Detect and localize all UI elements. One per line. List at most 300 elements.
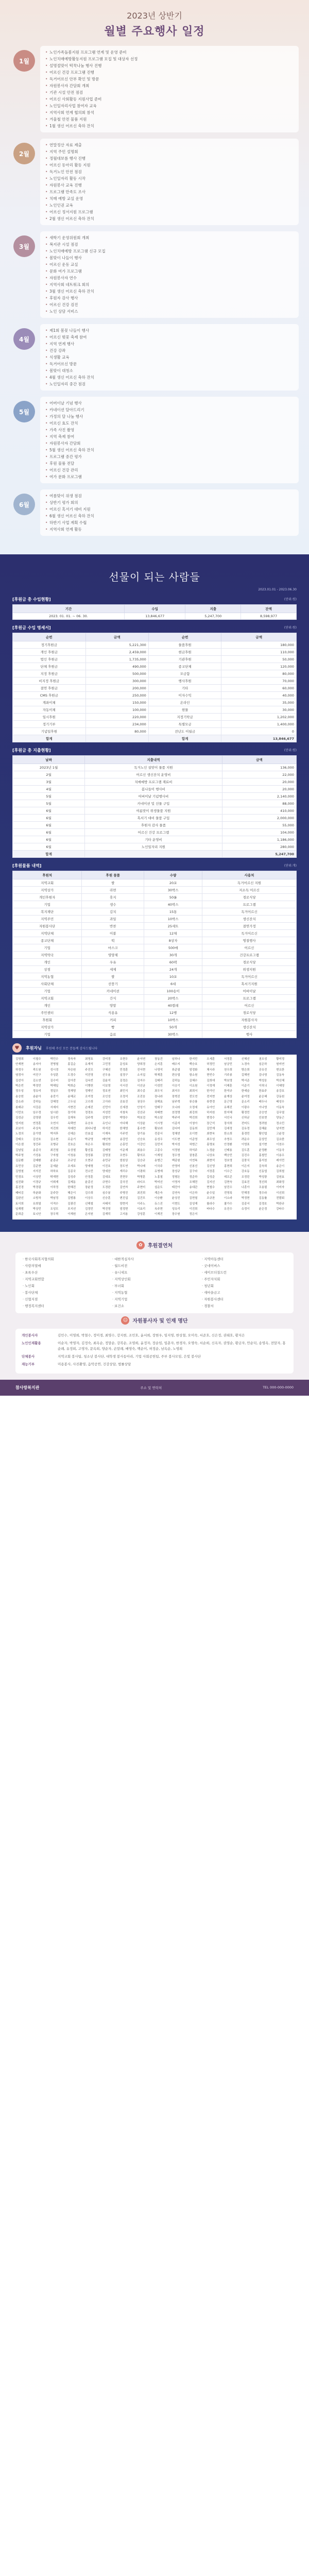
- supporter-name: 기성용: [32, 1154, 41, 1158]
- supporter-name: 안정환: [224, 1143, 232, 1147]
- supporter-name: 노홍철: [154, 1175, 163, 1179]
- supporter-name: 김아중: [67, 1079, 76, 1082]
- supporter-name: 강타수: [276, 1207, 285, 1211]
- supporter-name: 안성기: [137, 1106, 146, 1109]
- table-cell: 180,000: [221, 641, 297, 649]
- supporter-name: 남진수: [224, 1186, 232, 1190]
- table-cell: 복지재단: [13, 908, 82, 916]
- supporter-name: 이준영: [189, 1138, 198, 1141]
- register-item: · 지역기업: [112, 1297, 128, 1301]
- month-item: • 프로그램 만족도 조사: [45, 189, 294, 195]
- table-cell: 특별모금: [148, 721, 221, 728]
- table-cell: 빵: [82, 1024, 144, 1031]
- supporter-name: 노경숙: [241, 1063, 250, 1066]
- supporter-name: 슈정이: [241, 1207, 250, 1211]
- supporter-name: 염정아: [15, 1074, 24, 1077]
- table-cell: 300,000: [85, 677, 148, 685]
- supporter-name: 송윤아: [32, 1095, 41, 1098]
- table-header-cell: 잔액: [241, 605, 297, 613]
- supporter-name: 송강호: [276, 1090, 285, 1093]
- table-header-cell: 금액: [85, 633, 148, 641]
- table-row: [13, 670, 297, 677]
- table-cell: 6대: [144, 980, 202, 988]
- supporter-name: 한지혜: [224, 1111, 232, 1114]
- supporter-name: 권상우: [137, 1100, 146, 1104]
- supporter-name: 장근석: [207, 1122, 215, 1125]
- table-row: [13, 908, 297, 916]
- table-cell: 종교단체: [13, 937, 82, 944]
- month-item: • 봄맞이 나들이 행사: [45, 255, 294, 261]
- month-item: • 건강 강좌: [45, 347, 294, 354]
- month-card: [40, 139, 299, 225]
- supporter-name: 성시경: [50, 1068, 59, 1072]
- supporter-name: 김완선: [15, 1197, 24, 1200]
- supporter-name: 서예지: [50, 1106, 59, 1109]
- table-cell: 명절행사: [202, 937, 297, 944]
- table-cell: 30,000: [221, 706, 297, 714]
- table-cell: 합계: [13, 851, 85, 858]
- supporter-name: 윤수일: [207, 1191, 215, 1195]
- supporter-name: 최지우: [171, 1090, 180, 1093]
- supporter-name: 추영우: [224, 1138, 232, 1141]
- supporter-name: 박상민: [32, 1207, 41, 1211]
- table-cell: 위생지원: [202, 966, 297, 973]
- table-cell: 카네이션: [82, 988, 144, 995]
- supporter-name: 김준현: [32, 1164, 41, 1168]
- supporter-name: 이나영: [259, 1106, 267, 1109]
- supporter-name: 서정원: [171, 1148, 180, 1152]
- supporter-name: 설경구: [119, 1074, 128, 1077]
- supporter-name: 조여정: [85, 1095, 93, 1098]
- table-cell: 개인: [13, 959, 82, 966]
- supporter-name: 권해효: [154, 1100, 163, 1104]
- table-cell: 지역약국: [13, 952, 82, 959]
- supporter-name: 김연숙: [171, 1191, 180, 1195]
- supporter-name: 김문환: [15, 1159, 24, 1163]
- supporter-name: 주진모: [85, 1068, 93, 1072]
- supporter-name: 양현석: [119, 1202, 128, 1206]
- month-card: [40, 489, 299, 536]
- table-cell: 10박스: [144, 916, 202, 923]
- supporter-name: 김소연: [32, 1079, 41, 1082]
- supporter-name: 심진화: [15, 1180, 24, 1184]
- register-item: · 유니세프: [112, 1270, 128, 1275]
- supporter-name: 윤종신: [85, 1180, 93, 1184]
- table-cell: 봄나들이 행사비: [85, 786, 222, 793]
- month-item: • 여름맞이 위생 점검: [45, 493, 294, 499]
- table-cell: 과일: [82, 916, 144, 923]
- supporter-name: 장성규: [171, 1170, 180, 1174]
- supporter-name: 정려원: [259, 1122, 267, 1125]
- supporter-name: 조진웅: [137, 1095, 146, 1098]
- month-item: • 노인치매예방활동지원 프로그램 모집 및 대상자 선정: [45, 56, 294, 62]
- supporter-name: 김연자: [119, 1186, 128, 1190]
- table-row: [13, 778, 297, 786]
- register-item: · 청년회: [202, 1283, 214, 1288]
- month-badge: 2월: [13, 143, 35, 164]
- table-cell: 1,202,000: [221, 714, 297, 721]
- register-item: · 한국사회복지협의회: [23, 1257, 54, 1261]
- supporter-name: 강호동: [241, 1170, 250, 1174]
- supporter-name: 천정명: [171, 1111, 180, 1114]
- supporter-name: 정소민: [276, 1122, 285, 1125]
- supporter-name: 정유미: [32, 1090, 41, 1093]
- supporter-name: 김범룡: [67, 1197, 76, 1200]
- month-item: • 지역 주민 설명회: [45, 148, 294, 155]
- supporter-name: 전종서: [154, 1132, 163, 1136]
- month-item: • 지역사회 네트워크 회의: [45, 281, 294, 288]
- supporter-name: 홍수현: [137, 1127, 146, 1131]
- supporter-name: 이재욱: [102, 1132, 111, 1136]
- supporter-name: 차예련: [67, 1127, 76, 1131]
- supporter-name: 박소담: [154, 1116, 163, 1120]
- supporter-name: 전미도: [241, 1122, 250, 1125]
- month-item: • 자원봉사 교육 진행: [45, 182, 294, 189]
- month-item: • 복지관 시설 점검: [45, 241, 294, 248]
- table-cell: 20포: [144, 879, 202, 887]
- month-item: • 기관 시설 안전 점검: [45, 89, 294, 96]
- supporter-name: 김향기: [102, 1116, 111, 1120]
- supporter-name: 이수근: [224, 1170, 232, 1174]
- table-cell: 250,000: [85, 692, 148, 699]
- supporter-name: 신동엽: [259, 1170, 267, 1174]
- supporter-name: 박지성: [171, 1143, 180, 1147]
- supporter-name: 박정현: [241, 1197, 250, 1200]
- supporter-name: 이경규: [32, 1180, 41, 1184]
- supporter-name: 최우식: [154, 1090, 163, 1093]
- supporter-name: 양세형: [85, 1164, 93, 1168]
- partners-section: [0, 1232, 309, 1380]
- supporter-name: 윤서연: [137, 1058, 146, 1061]
- supporter-name: 한지민: [189, 1058, 198, 1061]
- supporter-name: 최영호: [85, 1058, 93, 1061]
- table-row: [13, 980, 297, 988]
- table-header-cell: 사용처: [202, 871, 297, 879]
- supporter-name: 최진희: [137, 1191, 146, 1195]
- supporter-name: 김선호: [32, 1138, 41, 1141]
- supporter-name: 노정윤: [207, 1148, 215, 1152]
- table-cell: 70,000: [221, 677, 297, 685]
- table-cell: 정기후원금: [13, 641, 86, 649]
- table-row: [13, 829, 297, 836]
- table-row: [13, 843, 297, 851]
- supporter-name: 엄태구: [154, 1106, 163, 1109]
- supporter-name: 김원효: [276, 1175, 285, 1179]
- supporter-name: 지석진: [32, 1170, 41, 1174]
- table-row: [13, 1031, 297, 1038]
- supporter-name: 문성호: [119, 1063, 128, 1066]
- supporter-name: 김선아: [15, 1079, 24, 1082]
- supporter-name: 김수미: [50, 1079, 59, 1082]
- table-row: [13, 800, 297, 807]
- table-cell: 결연가정: [202, 923, 297, 930]
- supporter-name: 이선희: [276, 1191, 285, 1195]
- supporter-name: 강혜정: [50, 1100, 59, 1104]
- supporter-name: 변진섭: [119, 1197, 128, 1200]
- table-cell: 50롤: [144, 894, 202, 901]
- supporter-name: 김진수: [241, 1154, 250, 1158]
- month-item: • 식생활 교육: [45, 354, 294, 361]
- supporter-name: 바다수: [207, 1207, 215, 1211]
- table-row: [13, 815, 297, 822]
- table-row: [13, 901, 297, 908]
- supporter-name: 박명훈: [137, 1175, 146, 1179]
- table-cell: 간식: [82, 995, 144, 1002]
- goods-label: [12, 863, 297, 869]
- month-item: • 문화 여가 프로그램: [45, 268, 294, 275]
- supporter-name: 김영권: [102, 1154, 111, 1158]
- supporter-name: 이광수: [241, 1106, 250, 1109]
- table-cell: 20,000: [222, 778, 296, 786]
- table-cell: 5,221,300: [85, 641, 148, 649]
- supporter-name: 패티김: [15, 1191, 24, 1195]
- table-cell: 떡: [82, 937, 144, 944]
- table-row: [13, 879, 297, 887]
- heart-icon: ♥: [12, 1043, 22, 1053]
- supporter-name: 황정민: [241, 1111, 250, 1114]
- volunteer-header: [15, 1316, 294, 1325]
- register-title: 후원결연처: [147, 1243, 173, 1249]
- table-cell: 1,186,000: [222, 836, 296, 843]
- supporter-name: 장혁진: [171, 1095, 180, 1098]
- supporter-name: 민경훈: [119, 1068, 128, 1072]
- supporter-name: 이재진: [154, 1213, 163, 1216]
- table-cell: 후원자 감사 물품: [85, 822, 222, 829]
- table-cell: 독거어르신: [202, 908, 297, 916]
- supporter-name: 하지원: [207, 1111, 215, 1114]
- supporter-name: 서인국: [224, 1116, 232, 1120]
- supporter-name: 이시영: [154, 1122, 163, 1125]
- supporter-name: 유희열: [32, 1202, 41, 1206]
- supporter-name: 차범근: [189, 1143, 198, 1147]
- supporter-name: 이진호: [102, 1164, 111, 1168]
- supporter-name: 김희철: [276, 1170, 285, 1174]
- month-item: • 설명절맞이 떡꾹나눔 행사 진행: [45, 62, 294, 69]
- table-row: [13, 1009, 297, 1016]
- table-cell: 경로식당: [202, 959, 297, 966]
- table-cell: 독거어르신 지원: [202, 879, 297, 887]
- supporter-name: 이영자: [171, 1180, 180, 1184]
- table-cell: 행사후원: [148, 677, 221, 685]
- supporter-name: 고민정: [102, 1063, 111, 1066]
- table-cell: 우유: [82, 959, 144, 966]
- supporter-name: 최희서: [189, 1090, 198, 1093]
- supporter-name: 신세경: [119, 1106, 128, 1109]
- register-item: · 지역농협: [112, 1290, 128, 1295]
- table-row: [13, 952, 297, 959]
- supporter-name: 정우성: [15, 1090, 24, 1093]
- income-detail-title: [후원금 수입 명세서]: [12, 625, 51, 630]
- supporter-name: 정우영: [171, 1154, 180, 1158]
- period-note: 2023.01.01 - 2023.06.30: [258, 588, 297, 591]
- supporter-name: 레이먼: [276, 1159, 285, 1163]
- table-row: [13, 721, 297, 728]
- goods-table: [12, 871, 297, 1038]
- table-cell: 경로식당: [202, 894, 297, 901]
- supporter-name: 오연서: [50, 1122, 59, 1125]
- supporter-name: 추성훈: [50, 1074, 59, 1077]
- supporter-name: 임하나: [171, 1058, 180, 1061]
- supporter-name: 윤종규: [50, 1159, 59, 1163]
- supporter-name: 유상철: [67, 1148, 76, 1152]
- supporter-name: 권창훈: [189, 1154, 198, 1158]
- month-row: [10, 324, 299, 391]
- supporter-name: 강소라: [15, 1100, 24, 1104]
- supporter-name: 김승규: [137, 1159, 146, 1163]
- supporter-name: 김우빈: [50, 1116, 59, 1120]
- supporter-name: 유진수: [224, 1207, 232, 1211]
- table-cell: 기념일후원: [13, 728, 86, 735]
- supporter-name: 최다니엘: [85, 1127, 96, 1131]
- month-badge: 1월: [13, 50, 35, 72]
- supporter-name: 한혜진: [67, 1186, 76, 1190]
- supporter-name: 정해인: [85, 1090, 93, 1093]
- supporter-name: 전지현: [207, 1095, 215, 1098]
- table-cell: 5월: [13, 800, 85, 807]
- supporter-name: 박진영: [102, 1207, 111, 1211]
- table-row: [13, 728, 297, 735]
- supporter-name: 조정린: [241, 1175, 250, 1179]
- supporter-name: 박정민: [32, 1084, 41, 1088]
- table-cell: 사회단체: [13, 980, 82, 988]
- supporter-name: 전소민: [85, 1170, 93, 1174]
- month-item: • 독거어르신 방문: [45, 361, 294, 367]
- table-cell: 1,735,000: [85, 656, 148, 663]
- table-cell: 온라인: [148, 699, 221, 706]
- supporter-name: 배두나: [259, 1100, 267, 1104]
- supporter-name: 문소리: [241, 1100, 250, 1104]
- supporter-name: 강동원: [276, 1095, 285, 1098]
- supporter-name: 이주빈: [119, 1132, 128, 1136]
- month-item: • 노인치매예방 프로그램 신규 모집: [45, 248, 294, 255]
- supporter-name: 정준하: [189, 1175, 198, 1179]
- supporter-name: 박민수: [50, 1058, 59, 1061]
- supporter-name: 강하늘: [32, 1100, 41, 1104]
- table-cell: 60팩: [144, 959, 202, 966]
- table-cell: 현물: [148, 706, 221, 714]
- supporter-name: 김숙희: [259, 1164, 267, 1168]
- volunteer-key: 단체봉사: [22, 1354, 35, 1359]
- volunteer-row: [22, 1362, 287, 1367]
- supporter-name: 룰라수: [207, 1202, 215, 1206]
- income-summary-unit: (단위:원): [284, 598, 297, 601]
- supporter-name: 오세훈: [207, 1058, 215, 1061]
- table-cell: 합계: [148, 735, 221, 742]
- volunteer-key: 노인인재활용: [22, 1341, 41, 1345]
- supporter-name: 백종원: [171, 1159, 180, 1163]
- table-cell: 결연 후원금: [13, 685, 86, 692]
- supporter-name: 박신혜: [276, 1079, 285, 1082]
- supporter-name: 서장훈: [207, 1170, 215, 1174]
- supporter-name: 신태용: [224, 1148, 232, 1152]
- volunteer-box: [15, 1329, 294, 1374]
- month-item: • 지역사회 연계 활동: [45, 526, 294, 533]
- table-cell: 2,000,000: [222, 815, 296, 822]
- supporter-name: 김효진: [241, 1180, 250, 1184]
- supporter-name: 장윤정: [85, 1186, 93, 1190]
- table-cell: CMS 후원금: [13, 692, 86, 699]
- supporter-name: 이제훈: [224, 1084, 232, 1088]
- supporter-name: 은지원: [85, 1213, 93, 1216]
- volunteer-value: 미용봉사, 사진촬영, 음악공연, 건강상담, 법률상담: [58, 1362, 131, 1366]
- month-item: • 여가 문화 프로그램: [45, 473, 294, 480]
- supporter-name: 혜은이: [67, 1191, 76, 1195]
- table-cell: 20박스: [144, 995, 202, 1002]
- table-cell: 쌀: [82, 879, 144, 887]
- month-item: • 겨울철 안전 물품 지원: [45, 116, 294, 123]
- table-row: [13, 663, 297, 670]
- supporter-name: 이미자: [276, 1186, 285, 1190]
- month-item: • 연말정산 자료 제출: [45, 142, 294, 148]
- volunteer-value: 김민수, 이영희, 박철수, 정미경, 최영수, 강지현, 조민호, 윤서희, 장현우, 임지영, 한상철, 오미숙, 서준호, 신은정, 권태호, 황지은: [58, 1333, 245, 1337]
- table-cell: 음료: [82, 1031, 144, 1038]
- supporter-name: 김윤석: [102, 1079, 111, 1082]
- table-cell: 라면: [82, 887, 144, 894]
- supporter-name: 안재현: [15, 1063, 24, 1066]
- table-cell: 5월: [13, 793, 85, 800]
- table-header-cell: 날짜: [13, 756, 85, 764]
- donation-title: 선물이 되는 사람들: [109, 571, 200, 583]
- supporter-name: 권오성: [259, 1058, 267, 1061]
- month-item: • 5월 생신 어르신 축하 잔치: [45, 447, 294, 453]
- table-cell: 정기기부: [13, 721, 86, 728]
- supporter-name: 이효리: [137, 1207, 146, 1211]
- table-cell: 독거노인 설맞이 물품 지원: [85, 764, 222, 771]
- table-cell: 5,247,700: [185, 613, 241, 620]
- month-item: • 노인가족돌봄지원 프로그램 연계 및 운영 준비: [45, 49, 294, 56]
- table-row: [13, 995, 297, 1002]
- supporter-name: 설운도: [154, 1186, 163, 1190]
- table-cell: 일시후원: [13, 714, 86, 721]
- table-cell: 6월: [13, 836, 85, 843]
- month-item: • 상반기 평가 회의: [45, 499, 294, 506]
- supporter-name: 김소현: [50, 1138, 59, 1141]
- supporter-name: 김주혁: [85, 1116, 93, 1120]
- supporter-name: 김현철: [189, 1197, 198, 1200]
- supporter-name: 차태현: [154, 1111, 163, 1114]
- supporter-name: 문근영: [224, 1100, 232, 1104]
- supporter-name: 포지션: [67, 1207, 76, 1211]
- supporter-name: 공효진: [119, 1100, 128, 1104]
- table-cell: 자원봉사단: [13, 923, 82, 930]
- table-cell: 기타: [148, 685, 221, 692]
- supporter-name: 장서희: [224, 1122, 232, 1125]
- supporter-name: 엄지원: [15, 1122, 24, 1125]
- supporter-name: 김민재: [207, 1127, 215, 1131]
- register-item: · 지역상인회: [112, 1277, 131, 1281]
- supporter-name: 이소라: [224, 1197, 232, 1200]
- supporter-name: 윤여정: [241, 1095, 250, 1098]
- month-item: • 지역 연계 행사: [45, 341, 294, 347]
- month-item: • 치매 예방 교실 운영: [45, 195, 294, 202]
- supporter-name: 배성우: [276, 1100, 285, 1104]
- register-item: · 자원봉사센터: [202, 1297, 224, 1301]
- supporter-name: 박미선: [154, 1180, 163, 1184]
- table-cell: 8상자: [144, 937, 202, 944]
- table-cell: 계좌이체: [13, 699, 86, 706]
- supporter-name: 백승호: [189, 1063, 198, 1066]
- table-row: [13, 714, 297, 721]
- table-cell: 15통: [144, 908, 202, 916]
- supporter-name: 홍경민: [241, 1132, 250, 1136]
- supporter-name: 신승훈: [102, 1197, 111, 1200]
- table-cell: 현금후원: [148, 649, 221, 656]
- table-cell: 8,598,977: [241, 613, 297, 620]
- supporter-name: 주현미: [137, 1186, 146, 1190]
- supporter-name: 선우용: [102, 1074, 111, 1077]
- supporter-name: 이승환: [154, 1197, 163, 1200]
- table-cell: 12병: [144, 1009, 202, 1016]
